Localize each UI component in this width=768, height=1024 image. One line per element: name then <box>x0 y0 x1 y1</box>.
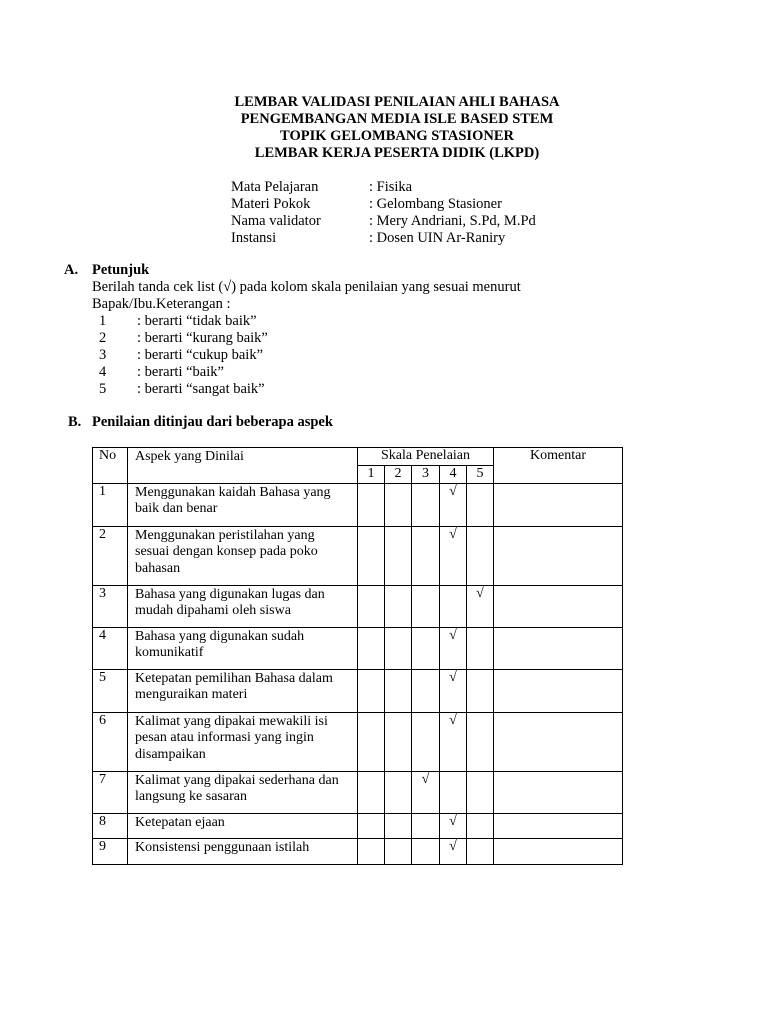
score-cell-2 <box>385 712 412 771</box>
scale-number: 5 <box>99 381 107 397</box>
info-label: Mata Pelajaran <box>231 179 319 195</box>
check-mark: √ <box>449 627 457 643</box>
scale-col-1: 1 <box>358 466 385 484</box>
score-cell-4 <box>440 669 467 712</box>
score-cell-5 <box>467 483 494 526</box>
title-line-2: PENGEMBANGAN MEDIA ISLE BASED STEM <box>240 111 554 127</box>
score-cell-2 <box>385 669 412 712</box>
row-number: 5 <box>93 669 128 712</box>
score-cell-2 <box>385 585 412 627</box>
score-cell-2 <box>385 838 412 864</box>
score-cell-4 <box>440 813 467 838</box>
score-cell-3 <box>412 627 440 669</box>
scale-col-3: 3 <box>412 466 440 484</box>
check-mark: √ <box>449 712 457 728</box>
comment-cell <box>494 771 623 813</box>
scale-meaning: : berarti “cukup baik” <box>137 347 264 363</box>
score-cell-1 <box>358 712 385 771</box>
score-cell-4 <box>440 712 467 771</box>
info-row <box>231 213 536 230</box>
table-row <box>93 526 623 585</box>
comment-cell <box>494 813 623 838</box>
score-cell-1 <box>358 813 385 838</box>
scale-legend <box>99 313 268 398</box>
row-aspect: Bahasa yang digunakan lugas dan mudah dipahami oleh siswa <box>128 585 358 627</box>
table-row <box>93 813 623 838</box>
score-cell-1 <box>358 669 385 712</box>
table-row <box>93 669 623 712</box>
row-number: 1 <box>93 483 128 526</box>
info-value: : Mery Andriani, S.Pd, M.Pd <box>369 213 536 229</box>
check-mark: √ <box>449 483 457 499</box>
document-title <box>0 94 768 162</box>
row-aspect: Kalimat yang dipakai sederhana dan langsung ke sasaran <box>128 771 358 813</box>
row-number: 8 <box>93 813 128 838</box>
check-mark: √ <box>421 771 430 787</box>
scale-legend-row <box>99 313 268 330</box>
table-row <box>93 771 623 813</box>
section-a-title: Petunjuk <box>92 262 150 278</box>
row-number: 3 <box>93 585 128 627</box>
section-a-letter: A. <box>64 262 79 278</box>
section-b-letter: B. <box>68 414 82 430</box>
row-number: 4 <box>93 627 128 669</box>
score-cell-3 <box>412 771 440 813</box>
comment-cell <box>494 838 623 864</box>
scale-meaning: : berarti “tidak baik” <box>137 313 257 329</box>
score-cell-4 <box>440 627 467 669</box>
section-b-title: Penilaian ditinjau dari beberapa aspek <box>92 414 333 430</box>
check-mark: √ <box>449 838 457 854</box>
info-row <box>231 179 536 196</box>
score-cell-5 <box>467 712 494 771</box>
comment-cell <box>494 483 623 526</box>
score-cell-5 <box>467 627 494 669</box>
row-aspect: Ketepatan ejaan <box>128 813 358 838</box>
score-cell-3 <box>412 813 440 838</box>
header-scale: Skala Penelaian <box>358 448 494 466</box>
table-row <box>93 483 623 526</box>
scale-number: 4 <box>99 364 107 380</box>
scale-legend-row <box>99 364 268 381</box>
info-value: : Gelombang Stasioner <box>369 196 502 212</box>
scale-legend-row <box>99 381 268 398</box>
row-aspect: Menggunakan peristilahan yang sesuai dengan konsep pada poko bahasan <box>128 526 358 585</box>
check-mark: √ <box>476 585 484 601</box>
scale-col-5: 5 <box>467 466 494 484</box>
check-mark: √ <box>449 526 457 542</box>
score-cell-4 <box>440 771 467 813</box>
score-cell-5 <box>467 585 494 627</box>
info-value: : Fisika <box>369 179 413 195</box>
info-label: Nama validator <box>231 213 321 229</box>
info-value: : Dosen UIN Ar-Raniry <box>369 230 506 246</box>
scale-legend-row <box>99 347 268 364</box>
comment-cell <box>494 585 623 627</box>
score-cell-4 <box>440 585 467 627</box>
score-cell-2 <box>385 483 412 526</box>
row-number: 7 <box>93 771 128 813</box>
score-cell-3 <box>412 838 440 864</box>
check-mark: √ <box>449 669 457 685</box>
score-cell-2 <box>385 771 412 813</box>
score-cell-3 <box>412 585 440 627</box>
title-line-1: LEMBAR VALIDASI PENILAIAN AHLI BAHASA <box>234 94 560 110</box>
table-row <box>93 838 623 864</box>
assessment-table <box>92 447 623 865</box>
comment-cell <box>494 712 623 771</box>
score-cell-5 <box>467 813 494 838</box>
score-cell-2 <box>385 813 412 838</box>
scale-meaning: : berarti “baik” <box>137 364 224 380</box>
score-cell-5 <box>467 526 494 585</box>
info-row <box>231 196 536 213</box>
header-no: No <box>93 448 128 484</box>
score-cell-1 <box>358 585 385 627</box>
score-cell-4 <box>440 526 467 585</box>
row-aspect: Kalimat yang dipakai mewakili isi pesan atau informasi yang ingin disampaikan <box>128 712 358 771</box>
table-row <box>93 627 623 669</box>
row-aspect: Konsistensi penggunaan istilah <box>128 838 358 864</box>
score-cell-1 <box>358 838 385 864</box>
score-cell-3 <box>412 526 440 585</box>
scale-meaning: : berarti “sangat baik” <box>137 381 265 397</box>
score-cell-5 <box>467 838 494 864</box>
comment-cell <box>494 526 623 585</box>
row-aspect: Menggunakan kaidah Bahasa yang baik dan benar <box>128 483 358 526</box>
score-cell-2 <box>385 526 412 585</box>
scale-number: 1 <box>99 313 107 329</box>
comment-cell <box>494 669 623 712</box>
row-number: 2 <box>93 526 128 585</box>
header-aspect: Aspek yang Dinilai <box>128 448 358 484</box>
table-row <box>93 585 623 627</box>
check-mark: √ <box>449 813 457 829</box>
info-row <box>231 230 536 247</box>
score-cell-3 <box>412 712 440 771</box>
row-aspect: Bahasa yang digunakan sudah komunikatif <box>128 627 358 669</box>
score-cell-2 <box>385 627 412 669</box>
score-cell-4 <box>440 838 467 864</box>
info-table <box>231 179 536 247</box>
scale-number: 2 <box>99 330 107 346</box>
info-label: Instansi <box>231 230 277 246</box>
score-cell-3 <box>412 669 440 712</box>
header-comment: Komentar <box>494 448 623 484</box>
instruction-line-2: Bapak/Ibu.Keterangan : <box>92 296 231 312</box>
score-cell-5 <box>467 771 494 813</box>
scale-col-2: 2 <box>385 466 412 484</box>
title-line-4: LEMBAR KERJA PESERTA DIDIK (LKPD) <box>254 145 540 161</box>
scale-meaning: : berarti “kurang baik” <box>137 330 268 346</box>
score-cell-1 <box>358 771 385 813</box>
score-cell-3 <box>412 483 440 526</box>
score-cell-5 <box>467 669 494 712</box>
table-row <box>93 712 623 771</box>
table-header-row <box>93 448 623 466</box>
scale-legend-row <box>99 330 268 347</box>
score-cell-4 <box>440 483 467 526</box>
instruction-line-1: Berilah tanda cek list (√) pada kolom skala penilaian yang sesuai menurut <box>92 279 521 295</box>
row-number: 9 <box>93 838 128 864</box>
row-aspect: Ketepatan pemilihan Bahasa dalam menguraikan materi <box>128 669 358 712</box>
row-number: 6 <box>93 712 128 771</box>
score-cell-1 <box>358 627 385 669</box>
score-cell-1 <box>358 483 385 526</box>
comment-cell <box>494 627 623 669</box>
info-label: Materi Pokok <box>231 196 311 212</box>
scale-number: 3 <box>99 347 107 363</box>
title-line-3: TOPIK GELOMBANG STASIONER <box>280 128 514 144</box>
score-cell-1 <box>358 526 385 585</box>
scale-col-4: 4 <box>440 466 467 484</box>
